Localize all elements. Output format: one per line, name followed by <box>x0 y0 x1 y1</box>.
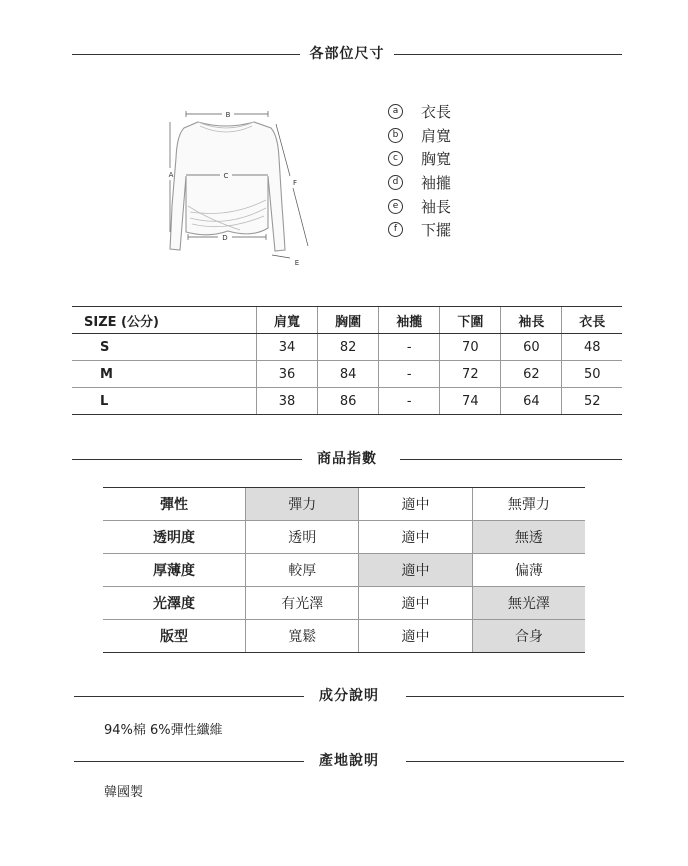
index-option: 有光澤 <box>246 587 359 620</box>
index-option: 適中 <box>359 488 472 521</box>
legend-item <box>388 100 451 124</box>
index-option: 無光澤 <box>472 587 585 620</box>
table-cell: 38 <box>257 388 318 415</box>
index-option: 適中 <box>359 620 472 653</box>
column-header: 袖長 <box>501 307 562 334</box>
index-option: 適中 <box>359 587 472 620</box>
table-row <box>103 554 585 587</box>
measurements-header <box>72 44 622 64</box>
index-label: 版型 <box>103 620 246 653</box>
index-option: 適中 <box>359 554 472 587</box>
table-cell: 60 <box>501 334 562 361</box>
legend-label: 胸寬 <box>421 150 452 169</box>
diagram-label-f: F <box>292 179 298 187</box>
section-title: 成分說明 <box>319 688 379 704</box>
index-label: 透明度 <box>103 521 246 554</box>
product-index-table <box>103 487 585 653</box>
index-option: 彈力 <box>246 488 359 521</box>
column-header: 肩寬 <box>257 307 318 334</box>
index-label: 光澤度 <box>103 587 246 620</box>
table-row <box>103 587 585 620</box>
garment-diagram <box>140 100 320 270</box>
table-cell: 34 <box>257 334 318 361</box>
divider <box>394 54 622 55</box>
column-header: SIZE (公分) <box>72 307 257 334</box>
column-header: 胸圍 <box>318 307 379 334</box>
size-cell: M <box>72 361 257 388</box>
legend-label: 衣長 <box>421 103 452 122</box>
table-cell: - <box>379 361 440 388</box>
diagram-label-a: A <box>168 171 174 179</box>
legend-mark: f <box>388 222 403 237</box>
divider <box>406 761 624 762</box>
index-option: 無彈力 <box>472 488 585 521</box>
legend-label: 肩寬 <box>421 126 452 145</box>
legend-mark: a <box>388 104 403 119</box>
diagram-label-c: C <box>223 172 229 180</box>
index-option: 較厚 <box>246 554 359 587</box>
index-option: 寬鬆 <box>246 620 359 653</box>
table-cell: 36 <box>257 361 318 388</box>
legend-item <box>388 124 451 148</box>
table-row <box>103 521 585 554</box>
legend-item <box>388 194 451 218</box>
index-option: 偏薄 <box>472 554 585 587</box>
table-cell: 52 <box>562 388 622 415</box>
legend-mark: d <box>388 175 403 190</box>
section-title: 產地說明 <box>319 753 379 769</box>
size-cell: L <box>72 388 257 415</box>
table-row <box>103 488 585 521</box>
index-option: 無透 <box>472 521 585 554</box>
origin-header <box>74 751 624 771</box>
legend-label: 下擺 <box>421 221 452 240</box>
size-table <box>72 306 622 415</box>
table-row <box>103 620 585 653</box>
product-index-header <box>72 449 622 469</box>
composition-header <box>74 686 624 706</box>
diagram-label-d: D <box>222 234 228 242</box>
table-cell: 70 <box>440 334 501 361</box>
divider <box>400 459 622 460</box>
legend-mark: b <box>388 128 403 143</box>
size-cell: S <box>72 334 257 361</box>
measurement-legend <box>388 100 451 242</box>
table-cell: - <box>379 334 440 361</box>
table-header-row <box>72 307 622 334</box>
index-option: 適中 <box>359 521 472 554</box>
legend-mark: e <box>388 199 403 214</box>
table-row <box>72 334 622 361</box>
diagram-label-b: B <box>225 111 231 119</box>
legend-item <box>388 218 451 242</box>
table-cell: - <box>379 388 440 415</box>
table-cell: 84 <box>318 361 379 388</box>
legend-mark: c <box>388 151 403 166</box>
index-label: 厚薄度 <box>103 554 246 587</box>
column-header: 衣長 <box>562 307 622 334</box>
table-cell: 62 <box>501 361 562 388</box>
diagram-label-e: E <box>294 259 300 267</box>
index-option: 合身 <box>472 620 585 653</box>
column-header: 袖攏 <box>379 307 440 334</box>
legend-label: 袖長 <box>421 197 452 216</box>
index-label: 彈性 <box>103 488 246 521</box>
table-cell: 82 <box>318 334 379 361</box>
table-cell: 50 <box>562 361 622 388</box>
divider <box>406 696 624 697</box>
section-title: 各部位尺寸 <box>309 46 385 62</box>
table-cell: 74 <box>440 388 501 415</box>
index-option: 透明 <box>246 521 359 554</box>
legend-label: 袖攏 <box>421 174 452 193</box>
table-row <box>72 361 622 388</box>
table-cell: 86 <box>318 388 379 415</box>
table-row <box>72 388 622 415</box>
section-title: 商品指數 <box>317 451 377 467</box>
legend-item <box>388 171 451 195</box>
table-cell: 48 <box>562 334 622 361</box>
table-cell: 64 <box>501 388 562 415</box>
legend-item <box>388 147 451 171</box>
origin-text: 韓國製 <box>104 785 144 800</box>
composition-text: 94%棉 6%彈性纖維 <box>104 723 223 738</box>
table-cell: 72 <box>440 361 501 388</box>
column-header: 下圍 <box>440 307 501 334</box>
